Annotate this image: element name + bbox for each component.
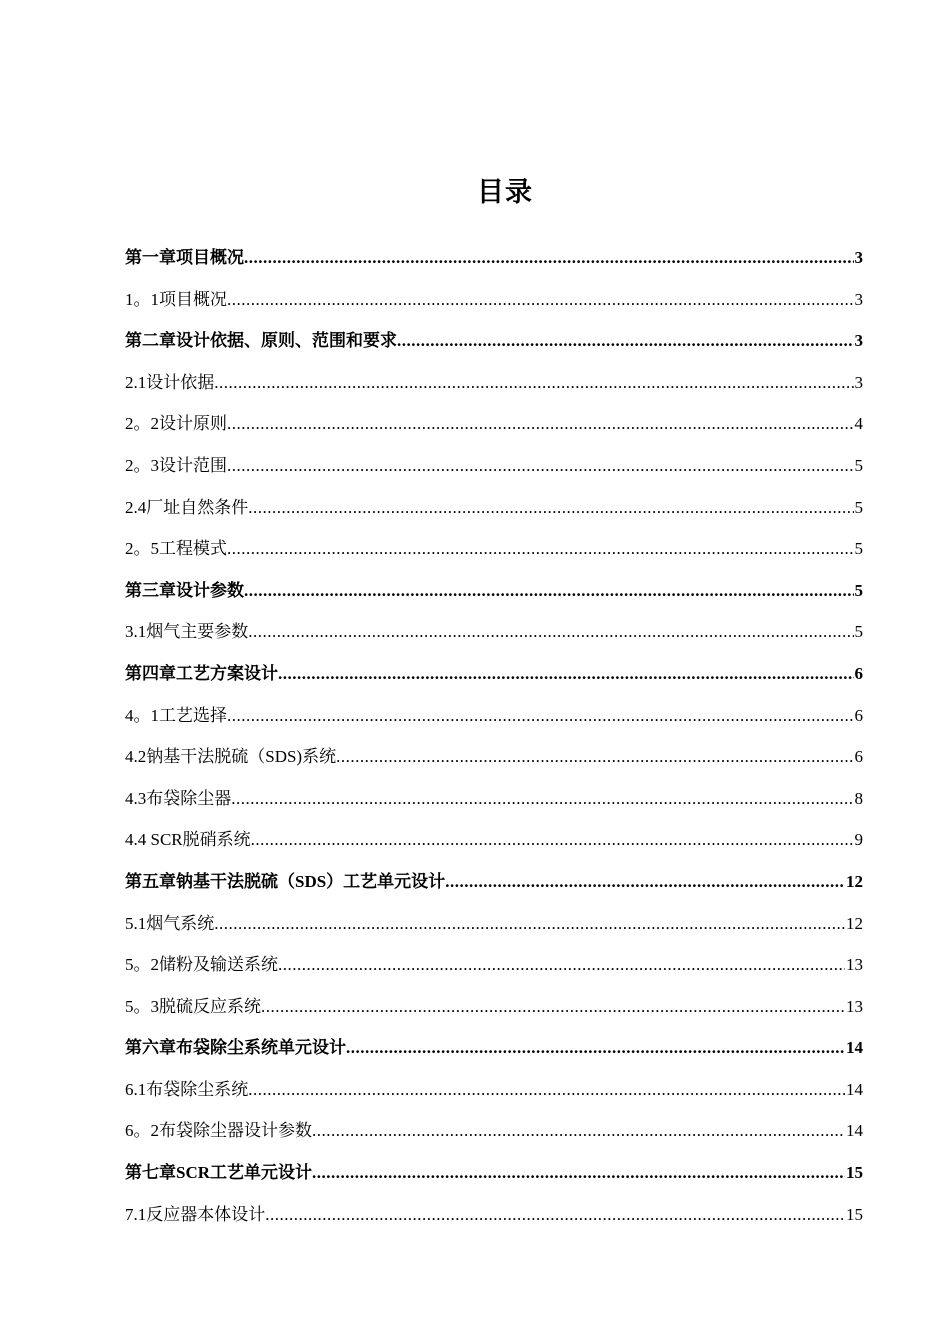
toc-page-number: 3 (854, 331, 863, 351)
toc-dot-leader (214, 906, 845, 942)
toc-entry-title: 7.1反应器本体设计 (125, 1204, 266, 1224)
toc-entry-title: 第五章钠基干法脱硫（SDS）工艺单元设计 (125, 871, 446, 891)
toc-entry-title: 2。2设计原则 (125, 414, 227, 434)
toc-dot-leader (227, 406, 854, 442)
toc-entry-title: 4.4 SCR脱硝系统 (125, 830, 251, 850)
toc-section-entry[interactable] (125, 448, 863, 490)
toc-chapter-entry[interactable] (125, 1155, 863, 1197)
toc-chapter-entry[interactable] (125, 1030, 863, 1072)
toc-chapter-entry[interactable] (125, 240, 863, 282)
toc-dot-leader (231, 781, 853, 817)
toc-section-entry[interactable] (125, 282, 863, 324)
toc-entry-title: 第二章设计依据、原则、范围和要求 (125, 331, 397, 351)
toc-entry-title: 6.1布袋除尘系统 (125, 1079, 249, 1099)
toc-entry-title: 3.1烟气主要参数 (125, 622, 249, 642)
toc-dot-leader (244, 573, 854, 609)
toc-section-entry[interactable] (125, 365, 863, 407)
toc-page-number: 14 (846, 1121, 863, 1141)
toc-section-entry[interactable] (125, 739, 863, 781)
toc-entry-title: 6。2布袋除尘器设计参数 (125, 1121, 312, 1141)
toc-section-entry[interactable] (125, 490, 863, 532)
toc-dot-leader (244, 240, 854, 276)
toc-page-number: 3 (854, 248, 863, 267)
toc-dot-leader (397, 323, 854, 359)
toc-dot-leader (312, 1113, 845, 1149)
toc-dot-leader (227, 531, 854, 567)
page-title: 目录 (477, 177, 533, 207)
toc-section-entry[interactable] (125, 989, 863, 1031)
toc-entry-title: 5。2储粉及输送系统 (125, 955, 278, 975)
toc-dot-leader (336, 739, 853, 775)
toc-dot-leader (251, 822, 854, 858)
toc-entry-title: 5。3脱硫反应系统 (125, 996, 261, 1016)
toc-page-number: 15 (846, 1163, 863, 1183)
toc-page-number: 15 (846, 1204, 863, 1224)
toc-dot-leader (248, 614, 853, 650)
toc-dot-leader (227, 448, 854, 484)
toc-section-entry[interactable] (125, 614, 863, 656)
toc-section-entry[interactable] (125, 947, 863, 989)
toc-page-number: 5 (854, 580, 863, 600)
toc-page-number: 6 (854, 663, 863, 683)
toc-section-entry[interactable] (125, 906, 863, 948)
toc-dot-leader (261, 989, 845, 1025)
toc-entry-title: 第一章项目概况 (125, 248, 244, 267)
toc-section-entry[interactable] (125, 1113, 863, 1155)
toc-page-number: 13 (846, 955, 863, 975)
toc-page-number: 12 (846, 871, 863, 891)
toc-page-number: 14 (846, 1079, 863, 1099)
toc-section-entry[interactable] (125, 822, 863, 864)
toc-entry-title: 第七章SCR工艺单元设计 (125, 1163, 313, 1183)
toc-chapter-entry[interactable] (125, 864, 863, 906)
toc-page-number: 5 (854, 455, 863, 475)
toc-dot-leader (278, 656, 854, 692)
toc-entry-title: 4.3布袋除尘器 (125, 788, 232, 808)
toc-chapter-entry[interactable] (125, 323, 863, 365)
toc-entry-title: 第三章设计参数 (125, 580, 244, 600)
toc-page-number: 14 (846, 1038, 863, 1058)
toc-chapter-entry[interactable] (125, 656, 863, 698)
toc-entry-title: 第四章工艺方案设计 (125, 663, 278, 683)
toc-section-entry[interactable] (125, 698, 863, 740)
toc-page-number: 5 (854, 497, 863, 517)
toc-dot-leader (227, 698, 854, 734)
toc-section-entry[interactable] (125, 531, 863, 573)
toc-dot-leader (445, 864, 845, 900)
toc-page-number: 9 (854, 830, 863, 850)
toc-section-entry[interactable] (125, 1197, 863, 1239)
toc-entry-title: 2.4厂址自然条件 (125, 497, 249, 517)
toc-entry-title: 1。1项目概况 (125, 289, 227, 309)
toc-dot-leader (312, 1155, 845, 1191)
toc-dot-leader (214, 365, 853, 401)
toc-entry-title: 5.1烟气系统 (125, 913, 215, 933)
toc-page-number: 13 (846, 996, 863, 1016)
toc-page-number: 4 (854, 414, 863, 434)
toc-page-number: 3 (854, 289, 863, 309)
toc-dot-leader (265, 1197, 845, 1233)
toc-entry-title: 2。5工程模式 (125, 539, 227, 559)
toc-page-number: 5 (854, 622, 863, 642)
toc-page-number: 8 (854, 788, 863, 808)
toc-section-entry[interactable] (125, 406, 863, 448)
toc-page-number: 6 (854, 747, 863, 767)
table-of-contents (125, 240, 863, 1238)
toc-chapter-entry[interactable] (125, 573, 863, 615)
toc-entry-title: 2.1设计依据 (125, 372, 215, 392)
toc-dot-leader (227, 282, 854, 318)
toc-page-number: 3 (854, 372, 863, 392)
toc-section-entry[interactable] (125, 781, 863, 823)
toc-page-number: 5 (854, 539, 863, 559)
toc-page-number: 6 (854, 705, 863, 725)
toc-dot-leader (248, 1072, 845, 1108)
toc-entry-title: 4。1工艺选择 (125, 705, 227, 725)
toc-dot-leader (248, 490, 853, 526)
toc-page-number: 12 (846, 913, 863, 933)
toc-entry-title: 4.2钠基干法脱硫（SDS)系统 (125, 747, 337, 767)
toc-entry-title: 2。3设计范围 (125, 455, 227, 475)
toc-entry-title: 第六章布袋除尘系统单元设计 (125, 1038, 346, 1058)
toc-dot-leader (278, 947, 845, 983)
toc-dot-leader (346, 1030, 845, 1066)
toc-section-entry[interactable] (125, 1072, 863, 1114)
